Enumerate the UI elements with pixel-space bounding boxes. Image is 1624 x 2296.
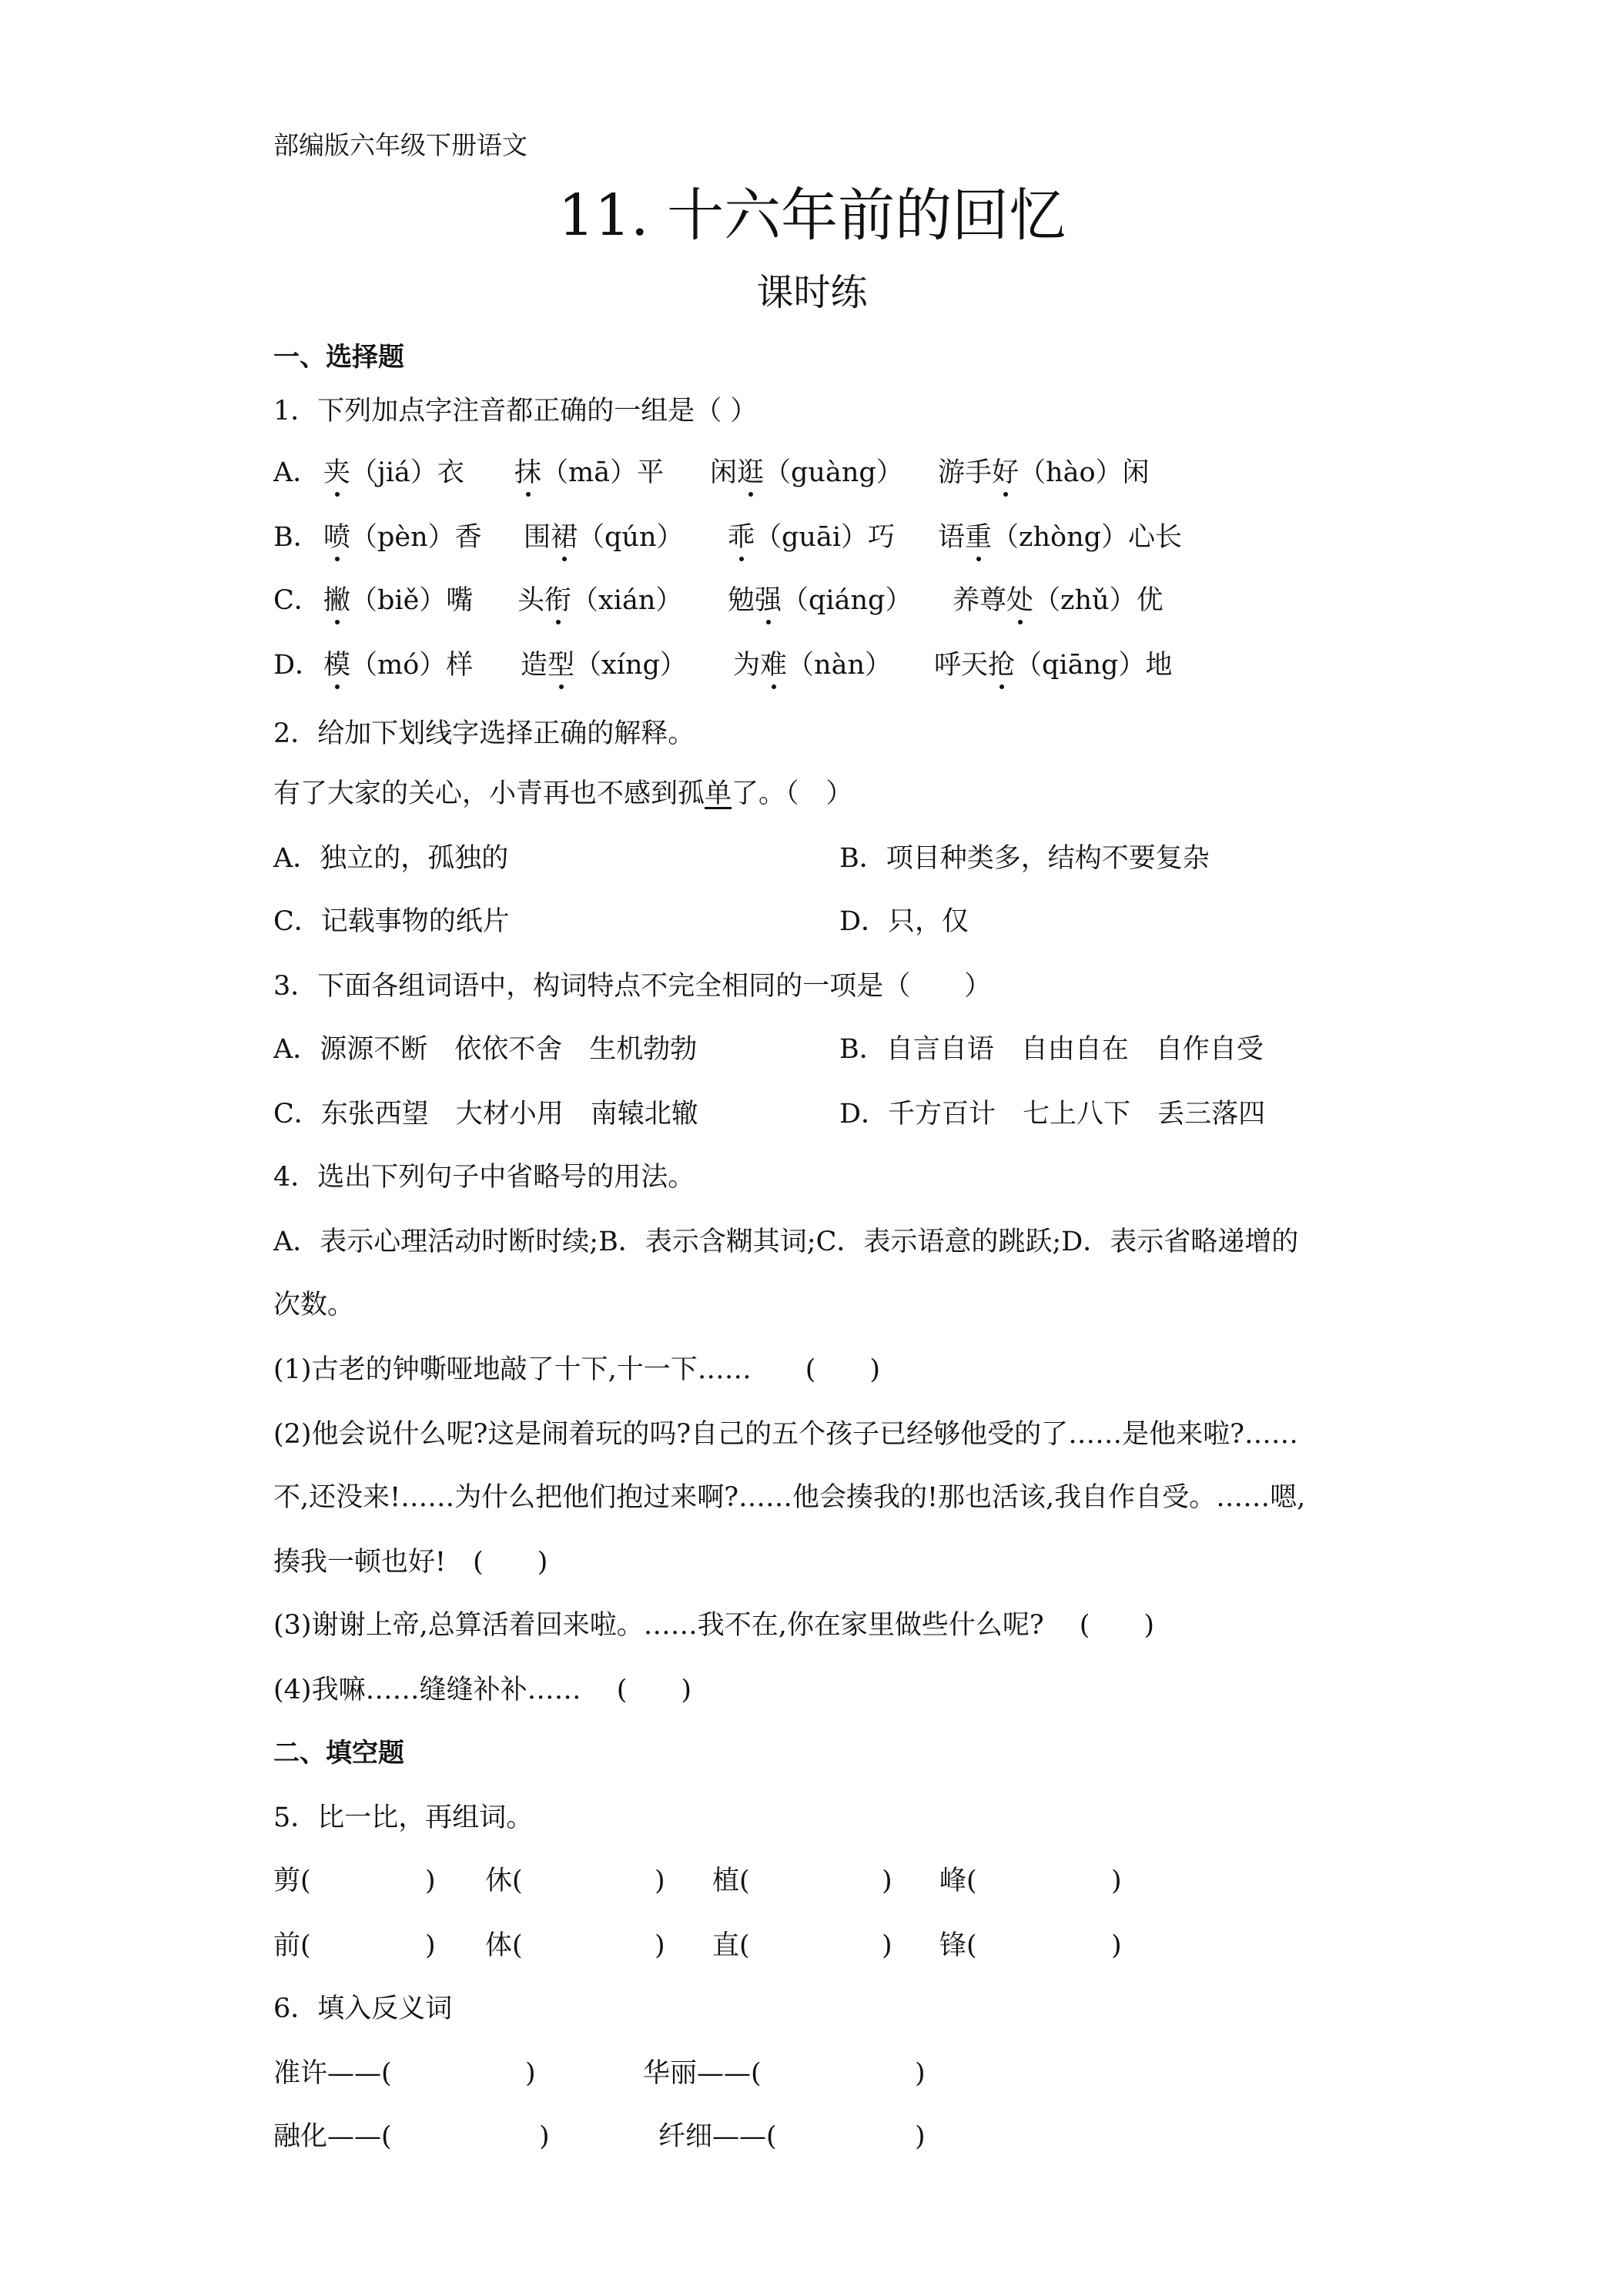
question-3-stem: 3．下面各组词语中，构词特点不完全相同的一项是（ ）	[273, 971, 992, 1002]
question-2-option-a: A．独立的，孤独的	[273, 843, 509, 874]
question-4-sentence-2-end: 揍我一顿也好! ( )	[273, 1547, 548, 1578]
blank-close: )	[882, 1866, 892, 1896]
question-3-option-b: B．自言自语 自由自在 自作自受	[839, 1034, 1264, 1065]
option-item	[934, 648, 1172, 683]
question-4-sentence-1: (1)古老的钟嘶哑地敲了十下,十一下…… ( )	[273, 1354, 881, 1385]
question-3-option-c: C．东张西望 大材小用 南辕北辙	[273, 1099, 698, 1130]
antonym-blank: 纤细——(	[658, 2121, 777, 2152]
sentence-text: 了。（ ）	[732, 778, 853, 809]
item-text: （zhǔ）优	[1033, 585, 1164, 616]
item-text: 养尊	[953, 585, 1007, 616]
option-item	[323, 648, 473, 683]
item-text: 闲	[710, 457, 738, 488]
item-text: 头	[517, 585, 545, 616]
option-item	[710, 455, 903, 490]
dotted-char: 裙	[551, 520, 578, 555]
word-blank: 剪(	[273, 1866, 311, 1896]
option-label: A．	[273, 457, 320, 488]
item-text: （guāi）巧	[755, 522, 896, 553]
question-5-stem: 5．比一比，再组词。	[273, 1802, 534, 1833]
question-2-option-c: C．记载事物的纸片	[273, 906, 510, 937]
item-text: （pèn）香	[350, 522, 482, 553]
item-text: （nàn）	[787, 650, 892, 681]
item-text: （mā）平	[541, 457, 665, 488]
blank-close: )	[425, 1866, 436, 1896]
dotted-char: 逛	[737, 455, 764, 490]
item-text: （hào）闲	[1019, 457, 1150, 488]
blank-close: )	[539, 2121, 550, 2152]
item-text: （guàng）	[764, 457, 903, 488]
section-heading-choice: 一、选择题	[273, 342, 404, 373]
option-item	[517, 583, 682, 618]
dotted-char: 处	[1006, 583, 1033, 618]
option-item	[521, 648, 687, 683]
grade-label: 部编版六年级下册语文	[273, 130, 527, 160]
word-blank: 前(	[273, 1930, 311, 1961]
question-4-stem: 4．选出下列句子中省略号的用法。	[273, 1162, 695, 1193]
blank-close: )	[882, 1930, 892, 1961]
question-3-option-d: D．千方百计 七上八下 丢三落四	[839, 1099, 1266, 1130]
page-subtitle: 课时练	[756, 271, 868, 314]
option-item	[524, 520, 684, 555]
option-label: C．	[273, 585, 321, 616]
item-text: （zhòng）心长	[992, 522, 1183, 553]
question-2-stem: 2．给加下划线字选择正确的解释。	[273, 718, 695, 749]
blank-close: )	[525, 2058, 536, 2089]
question-6-stem: 6．填入反义词	[273, 1993, 453, 2024]
item-text: 为	[733, 650, 761, 681]
antonym-blank: 准许——(	[273, 2058, 392, 2089]
item-text: （xíng）	[574, 650, 687, 681]
antonym-blank: 华丽——(	[643, 2058, 762, 2089]
option-item	[323, 583, 473, 618]
question-4-sentence-2-cont: 不,还没来!……为什么把他们抱过来啊?……他会揍我的!那也活该,我自作自受。……嗯,	[273, 1482, 1306, 1513]
item-text: （qiāng）地	[1015, 650, 1173, 681]
blank-close: )	[655, 1866, 665, 1896]
question-3-option-a: A．源源不断 依依不舍 生机勃勃	[273, 1034, 698, 1065]
question-4-sentence-4: (4)我嘛……缝缝补补…… ( )	[273, 1675, 692, 1705]
dotted-char: 抢	[988, 648, 1015, 683]
blank-close: )	[655, 1930, 665, 1961]
dotted-char: 乖	[728, 520, 755, 555]
dotted-char: 夹	[323, 455, 350, 490]
item-text: 呼天	[934, 650, 989, 681]
blank-close: )	[425, 1930, 436, 1961]
item-text: 造	[521, 650, 548, 681]
dotted-char: 重	[965, 520, 992, 555]
section-heading-fill: 二、填空题	[273, 1738, 404, 1769]
option-item	[323, 455, 464, 490]
dotted-char: 好	[992, 455, 1019, 490]
dotted-char: 撇	[323, 583, 350, 618]
item-text: （xián）	[571, 585, 683, 616]
item-text: 语	[938, 522, 966, 553]
question-2-sentence	[273, 776, 853, 812]
option-label: B．	[273, 522, 320, 553]
underlined-char: 单	[705, 778, 732, 809]
option-item	[953, 583, 1164, 618]
word-blank: 直(	[712, 1930, 750, 1961]
dotted-char: 模	[323, 648, 350, 683]
item-text: 围	[524, 522, 551, 553]
option-item	[733, 648, 892, 683]
blank-close: )	[915, 2121, 926, 2152]
blank-close: )	[1111, 1930, 1122, 1961]
word-blank: 峰(	[939, 1866, 977, 1896]
word-blank: 体(	[485, 1930, 523, 1961]
item-text: （qún）	[578, 522, 684, 553]
option-item	[728, 583, 912, 618]
blank-close: )	[915, 2058, 926, 2089]
option-item	[938, 455, 1150, 490]
item-text: （mó）样	[350, 650, 474, 681]
item-text: 勉	[728, 585, 755, 616]
option-label: D．	[273, 650, 323, 681]
antonym-blank: 融化——(	[273, 2121, 392, 2152]
question-2-option-d: D．只，仅	[839, 906, 969, 937]
item-text: 游手	[938, 457, 993, 488]
question-1-stem: 1．下列加点字注音都正确的一组是（ ）	[273, 396, 758, 427]
dotted-char: 抹	[514, 455, 541, 490]
question-4-choices-cont: 次数。	[273, 1290, 355, 1320]
dotted-char: 喷	[323, 520, 350, 555]
page-title: 11. 十六年前的回忆	[558, 182, 1066, 249]
question-4-choices: A．表示心理活动时断时续;B．表示含糊其词;C．表示语意的跳跃;D．表示省略递增的	[273, 1227, 1299, 1257]
item-text: （jiá）衣	[350, 457, 464, 488]
dotted-char: 难	[760, 648, 787, 683]
option-item	[728, 520, 895, 555]
question-2-option-b: B．项目种类多，结构不要复杂	[839, 843, 1210, 874]
sentence-text: 有了大家的关心，小青再也不感到孤	[273, 778, 705, 809]
item-text: （qiáng）	[782, 585, 912, 616]
option-item	[514, 455, 664, 490]
blank-close: )	[1111, 1866, 1122, 1896]
word-blank: 锋(	[939, 1930, 977, 1961]
dotted-char: 强	[755, 583, 782, 618]
dotted-char: 衔	[544, 583, 571, 618]
option-item	[323, 520, 482, 555]
item-text: （biě）嘴	[350, 585, 474, 616]
word-blank: 休(	[485, 1866, 523, 1896]
word-blank: 植(	[712, 1866, 750, 1896]
question-4-sentence-3: (3)谢谢上帝,总算活着回来啦。……我不在,你在家里做些什么呢? ( )	[273, 1610, 1155, 1641]
option-item	[938, 520, 1182, 555]
dotted-char: 型	[547, 648, 574, 683]
question-4-sentence-2: (2)他会说什么呢?这是闹着玩的吗?自己的五个孩子已经够他受的了……是他来啦?……	[273, 1419, 1298, 1450]
